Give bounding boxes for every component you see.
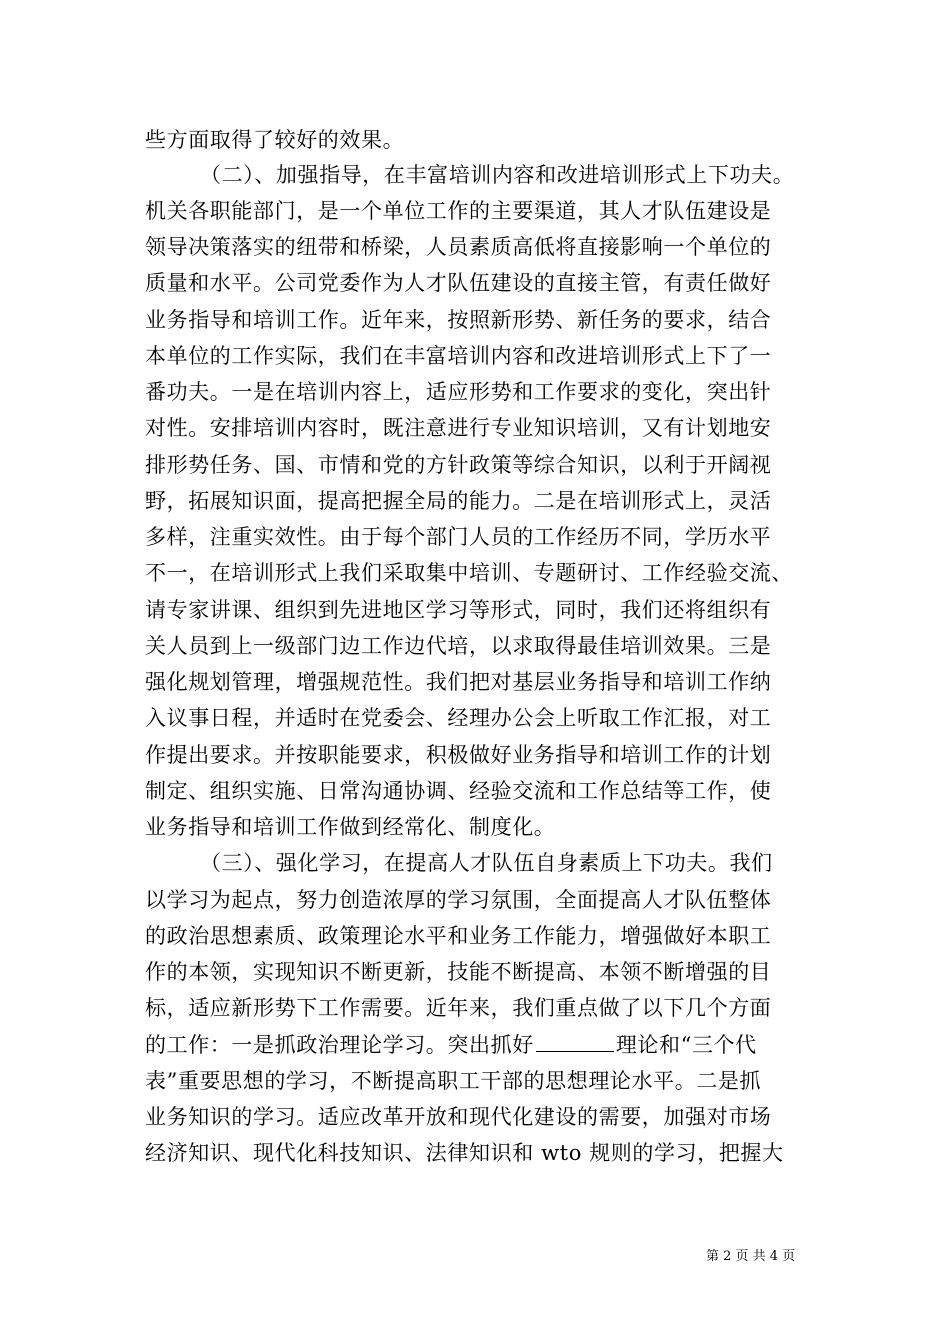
text-line: 业务指导和培训工作做到经常化、制度化。: [145, 815, 556, 839]
text-after-blank: 理论和“三个代: [615, 1033, 757, 1057]
section-heading: （三）、强化学习，在提高人才队伍自身素质上下功夫。我们: [200, 851, 773, 875]
text-before-blank: 的工作：一是抓政治理论学习。突出抓好: [145, 1033, 534, 1057]
text-line: 关人员到上一级部门边工作边代培，以求取得最佳培训效果。三是: [145, 634, 772, 658]
text-line: 质量和水平。公司党委作为人才队伍建设的直接主管，有责任做好: [145, 271, 772, 295]
text-line-with-blank: [145, 1030, 810, 1060]
fill-in-blank: [536, 1033, 614, 1052]
text-line: 制定、组织实施、日常沟通协调、经验交流和工作总结等工作，使: [145, 779, 772, 803]
text-line: 业务指导和培训工作。近年来，按照新形势、新任务的要求，结合: [145, 308, 772, 332]
text-line: 表”重要思想的学习，不断提高职工干部的思想理论水平。二是抓: [145, 1069, 762, 1093]
text-line: 机关各职能部门，是一个单位工作的主要渠道，其人才队伍建设是: [145, 199, 772, 223]
text-line: 些方面取得了较好的效果。: [145, 128, 405, 152]
text-line: 经济知识、现代化科技知识、法律知识和 wto 规则的学习，把握大: [145, 1141, 784, 1165]
text-line: 不一，在培训形式上我们采取集中培训、专题研讨、工作经验交流、: [145, 561, 793, 585]
text-line: 作的本领，实现知识不断更新，技能不断提高、本领不断增强的目: [145, 960, 772, 984]
text-line: 的政治思想素质、政策理论水平和业务工作能力，增强做好本职工: [145, 924, 772, 948]
text-line: 对性。安排培训内容时，既注意进行专业知识培训，又有计划地安: [145, 416, 772, 440]
section-heading: （二）、加强指导，在丰富培训内容和改进培训形式上下功夫。: [200, 163, 795, 187]
text-line: 野，拓展知识面，提高把握全局的能力。二是在培训形式上，灵活: [145, 489, 772, 513]
text-line: 业务知识的学习。适应改革开放和现代化建设的需要，加强对市场: [145, 1105, 772, 1129]
text-line: 领导决策落实的纽带和桥梁，人员素质高低将直接影响一个单位的: [145, 235, 772, 259]
text-line: 本单位的工作实际，我们在丰富培训内容和改进培训形式上下了一: [145, 344, 772, 368]
text-line: 标，适应新形势下工作需要。近年来，我们重点做了以下几个方面: [145, 996, 772, 1020]
text-line: 番功夫。一是在培训内容上，适应形势和工作要求的变化，突出针: [145, 380, 772, 404]
page-number: 第 2 页 共 4 页: [706, 1249, 796, 1264]
text-line: 排形势任务、国、市情和党的方针政策等综合知识，以利于开阔视: [145, 453, 772, 477]
text-line: 多样，注重实效性。由于每个部门人员的工作经历不同，学历水平: [145, 525, 772, 549]
text-line: 强化规划管理，增强规范性。我们把对基层业务指导和培训工作纳: [145, 670, 772, 694]
text-line: 作提出要求。并按职能要求，积极做好业务指导和培训工作的计划: [145, 743, 772, 767]
text-line: 以学习为起点，努力创造浓厚的学习氛围，全面提高人才队伍整体: [145, 888, 772, 912]
text-line: 请专家讲课、组织到先进地区学习等形式，同时，我们还将组织有: [145, 598, 772, 622]
text-line: 入议事日程，并适时在党委会、经理办公会上听取工作汇报，对工: [145, 706, 772, 730]
